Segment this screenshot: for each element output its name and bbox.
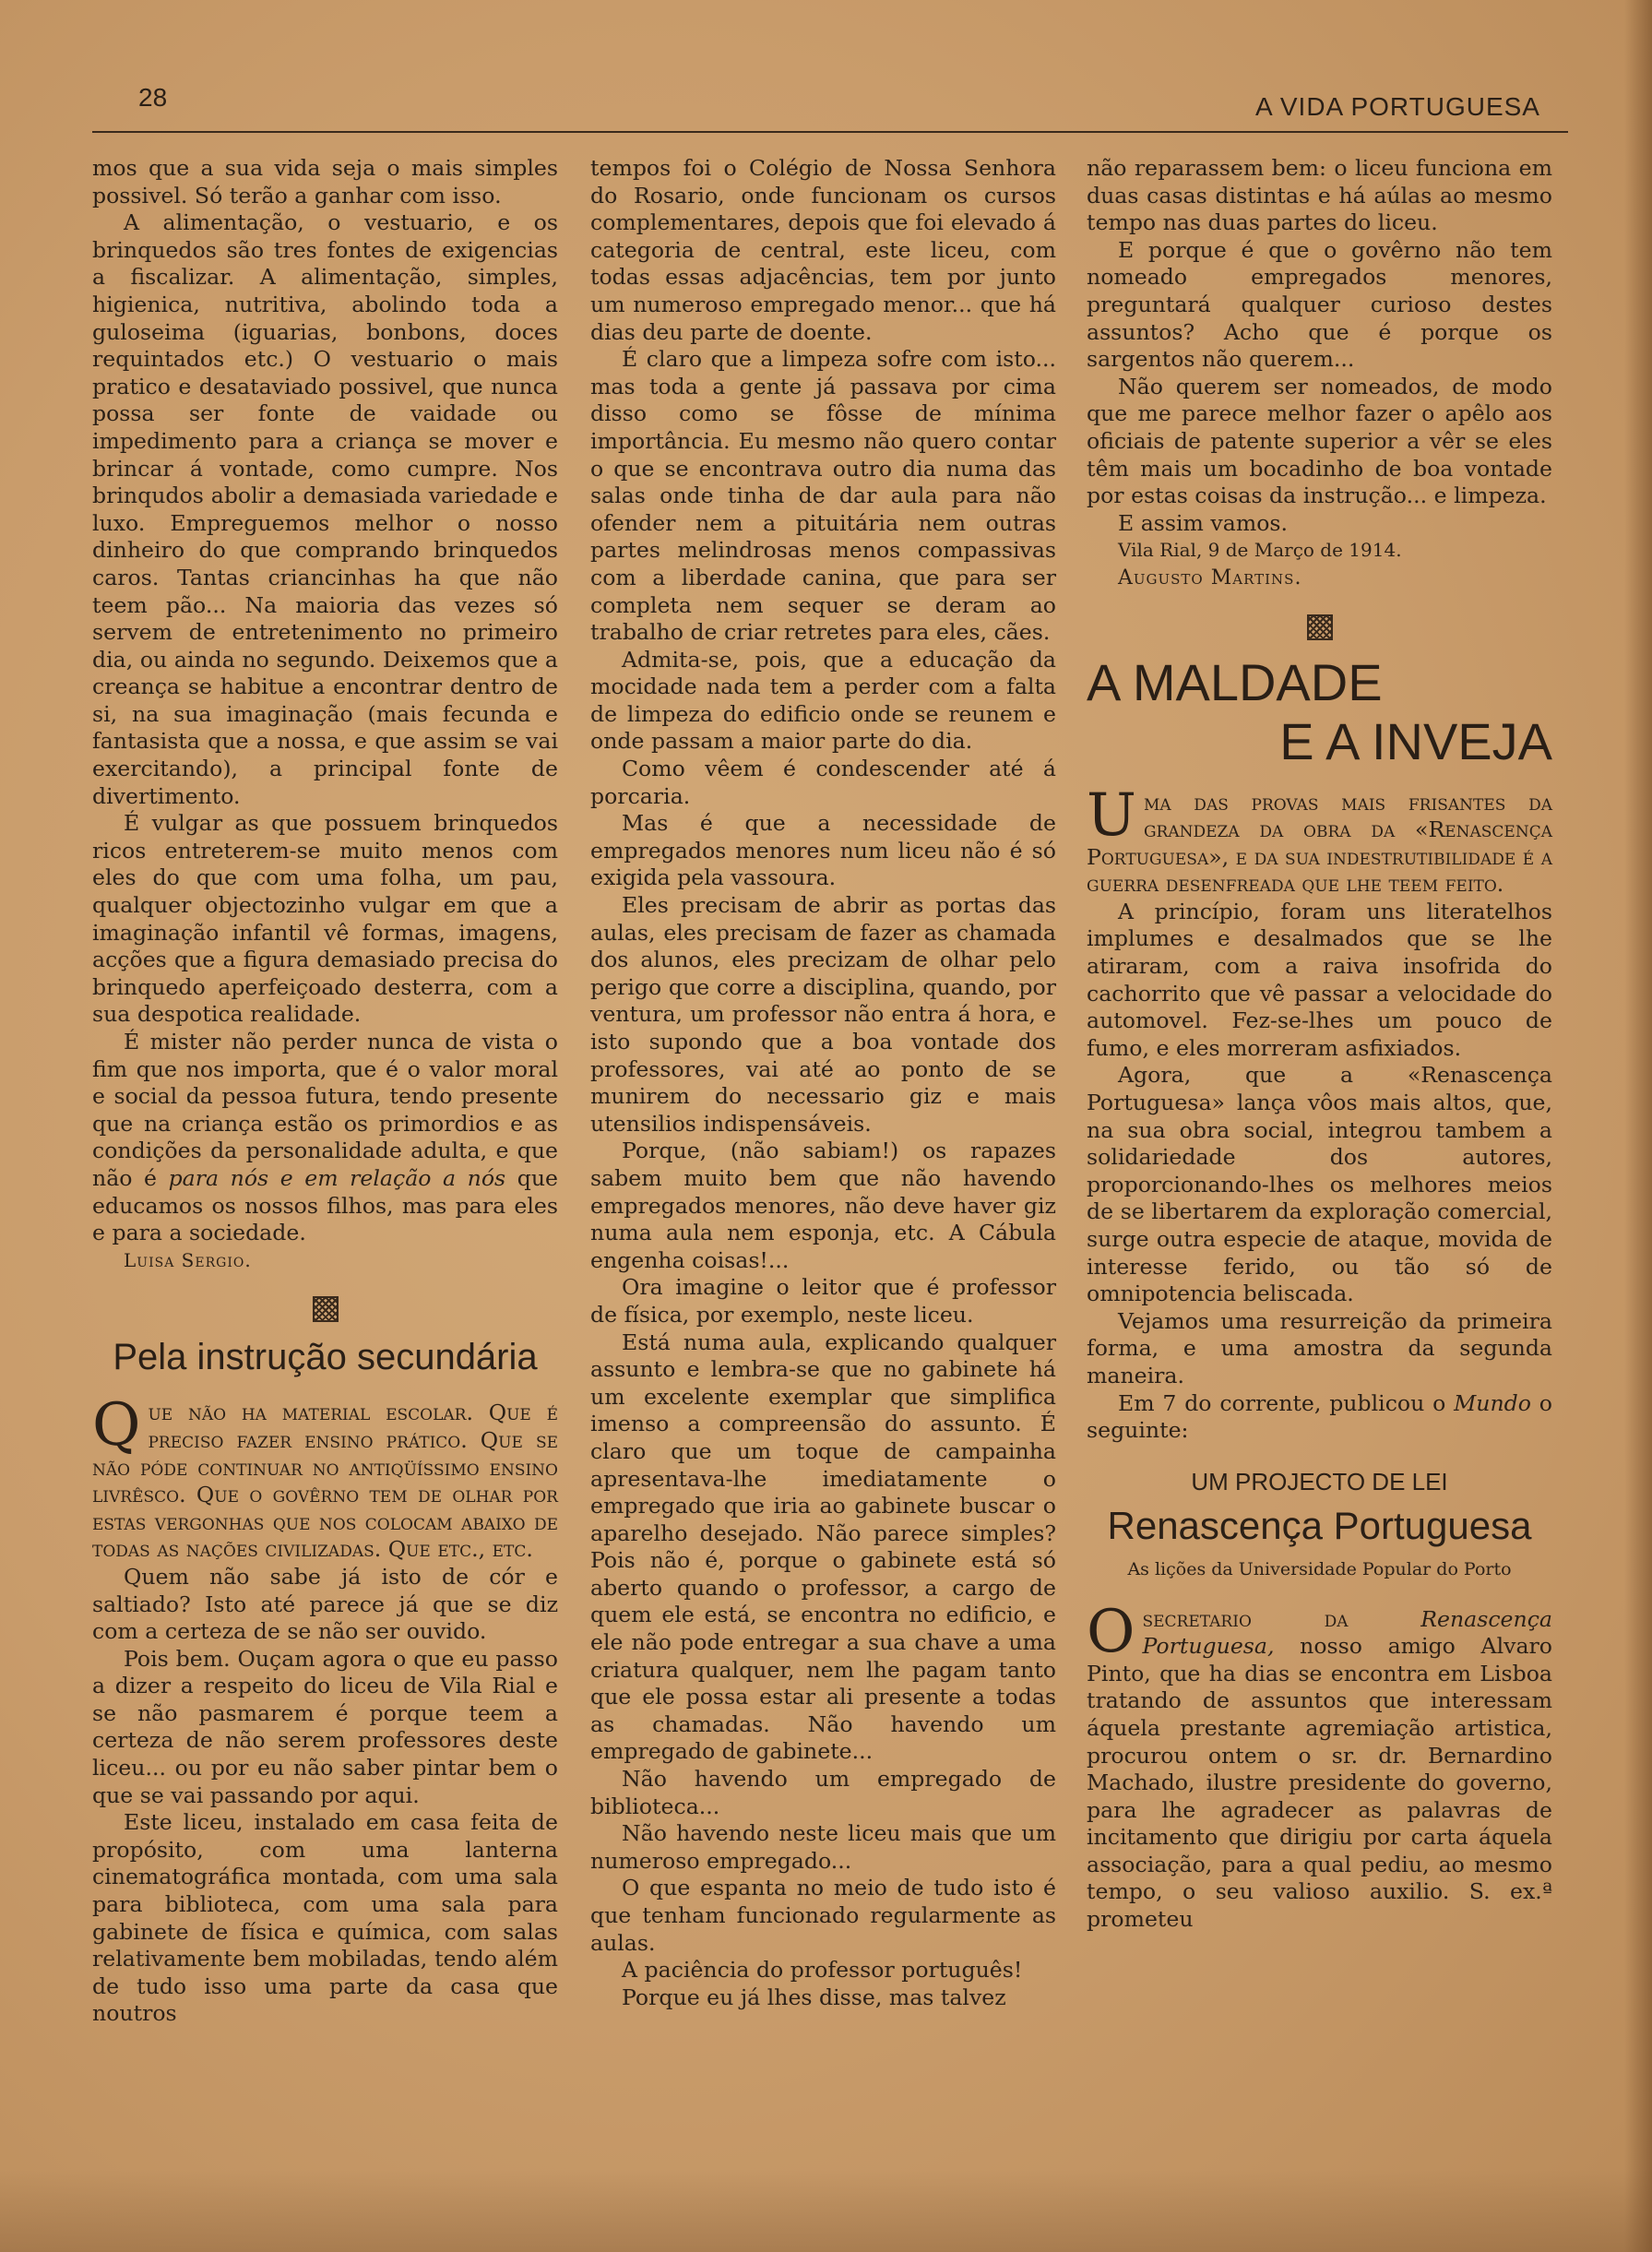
paragraph: Eles precisam de abrir as portas das aulas, eles precisam de fazer as chamada dos alunos, eles precizam de olhar pelo perigo que corre a disciplina, quando, por ventura, um professor não entra á hora, e isto supondo que a boa vontade dos professores, vai até ao ponto de se munirem do necessario giz e mais utensilios indispensáveis. (590, 892, 1056, 1137)
paragraph: mos que a sua vida seja o mais simples possivel. Só terão a ganhar com isso. (92, 155, 558, 209)
paragraph: Mas é que a necessidade de empregados menores num liceu não é só exigida pela vassoura. (590, 810, 1056, 891)
paragraph: A paciência do professor português! (622, 1957, 1023, 1984)
ornament-icon (1307, 614, 1333, 640)
paragraph: Não querem ser nomeados, de modo que me parece melhor fazer o apêlo aos oficiais de patente superior a vêr se eles têm mais um bocadinho de boa vontade por estas coisas da instrução... e limpeza. (1087, 373, 1552, 509)
subheading: Renascença Portuguesa (1107, 1504, 1532, 1548)
paragraph: Agora, que a «Renascença Portuguesa» lança vôos mais altos, que, na sua obra social, integrou tambem a solidariedade dos autores, proporcionando-lhes os melhores meios de se libertarem da exploração comercial, surge outra especie de ataque, movida de interesse ferido, ou tão só de omnipotencia beliscada. (1087, 1062, 1552, 1307)
drop-cap: O (1087, 1597, 1135, 1666)
paragraph: Em 7 do corrente, publicou o Mundo o seguinte: (1087, 1389, 1552, 1444)
paragraph: Porque, (não sabiam!) os rapazes sabem muito bem que não havendo empregados menores, não deve haver giz numa aula nem esponja, etc. A Cábula engenha coisas!... (590, 1138, 1056, 1273)
paragraph: E porque é que o govêrno não tem nomeado empregados menores, preguntará qualquer curioso destes assuntos? Acho que é porque os sargentos não querem... (1087, 236, 1552, 373)
paragraph: E assim vamos. (1118, 509, 1289, 536)
paragraph: Porque eu já lhes disse, mas talvez (622, 1984, 1006, 2010)
running-title: A VIDA PORTUGUESA (1254, 92, 1540, 121)
paragraph: Não havendo um empregado de biblioteca... (590, 1766, 1056, 1819)
paragraph: não reparassem bem: o liceu funciona em duas casas distintas e há aúlas ao mesmo tempo nas duas partes do liceu. (1087, 155, 1552, 236)
paragraph: Está numa aula, explicando qualquer assunto e lembra-se que no gabinete há um excelente exemplar que simplifica imenso a compreensão do assunto. É claro que um toque de campainha apresentava-lhe imediatamente o empregado que iria ao gabinete buscar o aparelho desejado. Não parece simples? Pois não é, porque o gabinete está só aberto quando o professor, a cargo de quem ele está, se encontra no edificio, e ele não pode entregar a sua chave a uma criatura qualquer, nem lhe pagam tanto que ele possa estar ali presente a todas as chamadas. Não havendo um empregado de gabinete... (590, 1329, 1056, 1765)
page-bottom-shadow (0, 2169, 1652, 2252)
paragraph: Uma das provas mais frisantes da grandeza da obra da «Renascença Portuguesa», e da sua indestrutibilidade é a guerra desenfreada que lhe teem feito. (1087, 780, 1552, 898)
author-signature: Augusto Martins. (1118, 566, 1302, 590)
article-title: Pela instrução secundária (113, 1337, 538, 1378)
paragraph: Como vêem é condescender até á porcaria. (590, 756, 1056, 809)
article-title (1087, 653, 1552, 771)
paragraph: Vejamos uma resurreição da primeira forma, e uma amostra da segunda maneira. (1087, 1307, 1552, 1388)
paragraph: Pois bem. Ouçam agora o que eu passo a dizer a respeito do liceu de Vila Rial e se não pasmarem é porque teem a certeza de não serem professores deste liceu... ou por eu não saber pintar bem o que se vai passando por aqui. (92, 1645, 558, 1808)
paragraph: Que não ha material escolar. Que é preciso fazer ensino prático. Que se não póde continuar no antiqüíssimo ensino livrêsco. Que o govêrno tem de olhar por estas vergonhas que nos colocam abaixo de todas as nações civilizadas. Que etc., etc. (92, 1391, 558, 1563)
drop-cap: Q (92, 1391, 141, 1460)
column-1 (92, 155, 558, 2028)
paragraph: Admita-se, pois, que a educação da mocidade nada tem a perder com a falta de limpeza do edificio onde se reunem e onde passam a maior parte do dia. (590, 646, 1056, 755)
subheading: As lições da Universidade Popular do Porto (1127, 1558, 1512, 1579)
paragraph: É vulgar as que possuem brinquedos ricos entreterem-se muito menos com eles do que com uma folha, um pau, qualquer objectozinho vulgar em que a imaginação infantil vê formas, imagens, acções que a figura demasiado precisa do brinquedo aperfeiçoado desterra, com a sua despotica realidade. (92, 810, 558, 1028)
paragraph: Não havendo neste liceu mais que um numeroso empregado... (590, 1820, 1056, 1874)
paragraph: tempos foi o Colégio de Nossa Senhora do Rosario, onde funcionam os cursos complementares, depois que foi elevado á categoria de central, este liceu, com todas essas adjacências, tem por junto um numeroso empregado menor... que há dias deu parte de doente. (590, 155, 1056, 345)
ornament-icon (313, 1296, 339, 1322)
paragraph: Osecretario da Renascença Portuguesa, nosso amigo Alvaro Pinto, que ha dias se encontra em Lisboa tratando de assuntos que interessam áquela prestante agremiação artistica, procurou ontem o sr. dr. Bernardino Machado, ilustre presidente do governo, para lhe agradecer as palavras de incitamento que dirigiu por carta áquela associação, para a qual pediu, ao mesmo tempo, o seu valioso auxilio. S. ex.ª prometeu (1087, 1597, 1552, 1933)
title-line-1: A MALDADE (1087, 652, 1383, 711)
paragraph: É claro que a limpeza sofre com isto... mas toda a gente já passava por cima disso como se fôsse de mínima importância. Eu mesmo não quero contar o que se encontrava outro dia numa das salas onde tinha de dar aula para não ofender nem a pituitária nem outras partes melindrosas menos compassivas com a liberdade canina, que para ser completa nem sequer se deram ao trabalho de criar retretes para eles, cães. (590, 346, 1056, 646)
page-number: 28 (138, 83, 168, 112)
column-3 (1087, 155, 1552, 1934)
paragraph: O que espanta no meio de tudo isto é que tenham funcionado regularmente as aulas. (590, 1875, 1056, 1956)
paragraph: É mister não perder nunca de vista o fim que nos importa, que é o valor moral e social da pessoa futura, tendo presente que na criança estão os primordios e as condições da personalidade adulta, e que não é para nós e em relação a nós que educamos os nossos filhos, mas para eles e para a sociedade. (92, 1029, 558, 1246)
paragraph: Este liceu, instalado em casa feita de propósito, com uma lanterna cinematográfica montada, com uma sala para biblioteca, com uma sala para gabinete de física e química, com salas relativamente bem mobiladas, tendo além de tudo isso uma parte da casa que noutros (92, 1809, 558, 2027)
author-signature: Luisa Sergio. (124, 1248, 252, 1271)
page-header (92, 77, 1568, 133)
column-2 (590, 155, 1056, 2011)
title-line-2: E A INVEJA (1279, 711, 1552, 770)
dateline: Vila Rial, 9 de Março de 1914. (1118, 539, 1402, 562)
paragraph: Quem não sabe já isto de cór e saltiado? Isto até parece já que se diz com a certeza de se não ser ouvido. (92, 1563, 558, 1645)
paragraph: A alimentação, o vestuario, e os brinquedos são tres fontes de exigencias a fiscalizar. A alimentação, simples, higienica, nutritiva, abolindo toda a guloseima (iguarias, bonbons, doces requintados etc.) O vestuario o mais pratico e desataviado possivel, que nunca possa ser fonte de vaidade ou impedimento para a criança se mover e brincar á vontade, como cumpre. Nos brinqudos abolir a demasiada variedade e luxo. Empreguemos melhor o nosso dinheiro do que comprando brinquedos caros. Tantas criancinhas ha que não teem pão... Na maioria das vezes só servem de entretenimento no primeiro dia, ou ainda no segundo. Deixemos que a creança se habitue a encontrar dentro de si, na sua imaginação (mais fecunda e fantasista que a nossa, e que assim se vai exercitando), a principal fonte de divertimento. (92, 209, 558, 809)
paragraph: Ora imagine o leitor que é professor de física, por exemplo, neste liceu. (590, 1274, 1056, 1328)
page-shadow (1624, 0, 1652, 2252)
drop-cap: U (1087, 780, 1136, 850)
subheading: UM PROJECTO DE LEI (1191, 1467, 1448, 1495)
paragraph: A princípio, foram uns literatelhos implumes e desalmados que se lhe atiraram, com a raiva insofrida do cachorrito que vê passar a velocidade do automovel. Fez-se-lhes um pouco de fumo, e eles morreram asfixiados. (1087, 898, 1552, 1061)
